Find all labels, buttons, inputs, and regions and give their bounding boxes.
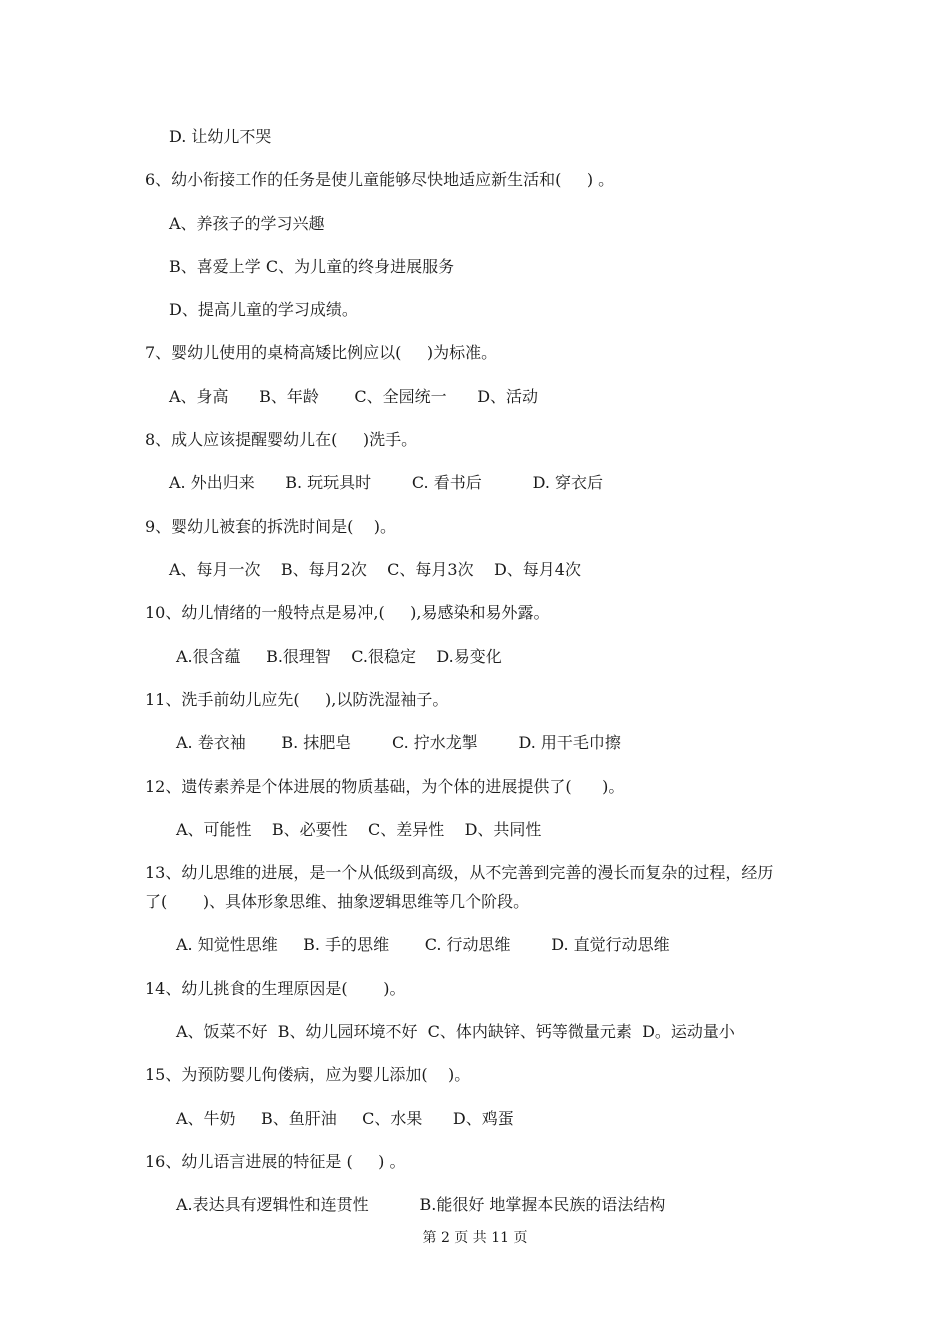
question-15: 15、为预防婴儿佝偻病，应为婴儿添加( )。 [145,1065,471,1084]
q8-options: A. 外出归来 B. 玩玩具时 C. 看书后 D. 穿衣后 [169,473,603,492]
q10-options: A.很含蕴 B.很理智 C.很稳定 D.易变化 [176,647,502,666]
question-14: 14、幼儿挑食的生理原因是( )。 [145,979,406,998]
q16-options: A.表达具有逻辑性和连贯性 B.能很好 地掌握本民族的语法结构 [176,1195,666,1214]
question-8: 8、成人应该提醒婴幼儿在( )洗手。 [145,430,418,449]
q13-options: A. 知觉性思维 B. 手的思维 C. 行动思维 D. 直觉行动思维 [176,935,670,954]
q7-options: A、身高 B、年龄 C、全园统一 D、活动 [169,387,539,406]
question-9: 9、婴幼儿被套的拆洗时间是( )。 [145,517,397,536]
question-16: 16、幼儿语言进展的特征是 ( ) 。 [145,1152,406,1171]
question-7: 7、婴幼儿使用的桌椅高矮比例应以( )为标准。 [145,343,498,362]
q12-options: A、可能性 B、必要性 C、差异性 D、共同性 [176,820,542,839]
q6-option-d: D、提高儿童的学习成绩。 [169,300,358,319]
question-10: 10、幼儿情绪的一般特点是易冲,( ),易感染和易外露。 [145,603,550,622]
q15-options: A、牛奶 B、鱼肝油 C、水果 D、鸡蛋 [176,1109,514,1128]
q9-options: A、每月一次 B、每月2次 C、每月3次 D、每月4次 [169,560,581,579]
page-footer: 第 2 页 共 11 页 [422,1230,528,1246]
q5-option-d: D. 让幼儿不哭 [169,127,272,146]
q11-options: A. 卷衣袖 B. 抹肥皂 C. 拧水龙掣 D. 用干毛巾擦 [176,733,621,752]
question-6: 6、幼小衔接工作的任务是使儿童能够尽快地适应新生活和( ) 。 [145,170,615,189]
question-13-line-1: 13、幼儿思维的进展，是一个从低级到高级，从不完善到完善的漫长而复杂的过程，经历 [145,863,774,882]
q6-options-b-c: B、喜爱上学 C、为儿童的终身进展服务 [169,257,455,276]
question-13-line-2: 了( )、具体形象思维、抽象逻辑思维等几个阶段。 [145,892,530,911]
q6-option-a: A、养孩子的学习兴趣 [169,214,325,233]
q14-options: A、饭菜不好 B、幼儿园环境不好 C、体内缺锌、钙等微量元素 D。运动量小 [176,1022,735,1041]
question-11: 11、洗手前幼儿应先( ),以防洗湿袖子。 [145,690,449,709]
question-12: 12、遗传素养是个体进展的物质基础，为个体的进展提供了( )。 [145,777,625,796]
